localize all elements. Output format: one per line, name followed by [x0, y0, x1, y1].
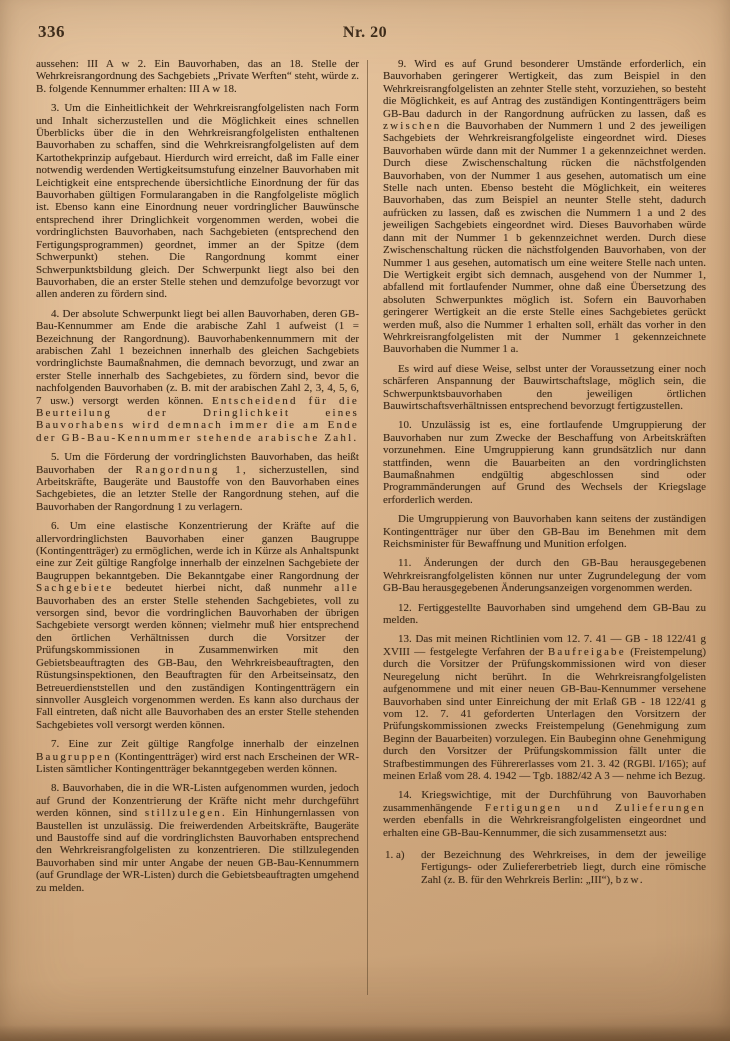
paragraph [383, 602, 706, 627]
spaced-emphasis-text: bzw. [615, 873, 645, 886]
numbered-list-item [383, 849, 706, 886]
text-segment: 3. Um die Einheitlichkeit der Wehrkreisrangfolgelisten nach Form und Inhalt sicherzustellen und die Möglichkeit eines schnellen Überblicks über die in den Wehrkreisrangfolgelisten enthaltenen Bauvorhaben zu schaffen, sind die Wehrkreisrangfolgelisten auf dem Kartothekprinzip aufgebaut. Hierdurch wird erreicht, daß im Falle einer notwendig werdenden Wertigkeitsumstufung einzelner Bauvorhaben mit Leichtigkeit eine entsprechende übersichtliche Einordnung der für das Bauvorhaben gültigen Formularangaben in die Rangfolgeliste möglich ist. Ebenso kann eine Einordnung neuer vordringlicher Bauwünsche entsprechend ihrer Dringlichkeit vorgenommen werden, wobei die vordringlichsten Bauvorhaben, nach Sachgebieten (entsprechend den Fertigungsprogrammen) geordnet, immer an der Spitze (dem Schwerpunkt) stehen. Die Rangordnung kommt einer Schwerpunktsbildung gleich. Der Schwerpunkt liegt also bei den Bauvorhaben, die an erster Stelle stehen und demzufolge bevorzugt vor allen anderen zu fördern sind. [36, 102, 359, 301]
paragraph [36, 520, 359, 731]
text-segment: 8. Bauvorhaben, die in die WR-Listen aufgenommen wurden, jedoch auf Grund der Konzentrierung der Kräfte nicht mehr durchgeführt werden können, sind [36, 782, 359, 820]
text-segment: . Ein Hinhungernlassen von Baustellen ist unzulässig. Die freiwerdenden Arbeitskräfte, Baugeräte und Baustoffe sind auf die vordringlichsten Bauvorhaben entsprechend den Wehrkreisrangfolgelisten zu konzentrieren. Die stillzulegenden Bauvorhaben sind mir unter Angabe der neuen GB-Bau-Kennummern (auf Grundlage der WR-Listen) durch die Gebietsbeauftragten umgehend zu melden. [36, 807, 360, 894]
paragraph [383, 363, 706, 413]
text-segment: 11. Änderungen der durch den GB-Bau herausgegebenen Wehrkreisrangfolgelisten können nur unter Zugrundelegung der vom GB-Bau herausgegebenen Änderungsanzeigen vorgenommen werden. [383, 557, 706, 595]
text-segment: Es wird auf diese Weise, selbst unter der Voraussetzung einer noch schärferen Anspannung der Bauwirtschaftslage, möglich sein, die Schwerpunktsbauvorhaben den jeweiligen örtlichen Bauwirtschaftsverhältnissen entsprechend bevorzugt fertigzustellen. [383, 362, 706, 412]
spaced-emphasis-text: Rangordnung 1 [135, 463, 243, 476]
paragraph [36, 102, 359, 301]
text-segment: (Kontingentträger) wird erst nach Erscheinen der WR-Listen sämtlicher Kontingentträger bekanntgegeben werden können. [36, 750, 359, 775]
paragraph [383, 58, 706, 356]
text-segment: 13. Das mit meinen Richtlinien vom 12. 7. 41 — GB - 18 122/41 g XVIII — festgelegte Verfahren der [383, 633, 706, 658]
text-segment: die Bauvorhaben der Nummern 1 und 2 des jeweiligen Sachgebiets der Wehrkreisrangfolgeliste eingeordnet wird. Dieses Bauvorhaben würde dann mit der Nummer 1 a gekennzeichnet werden. Durch diese Zwischenschaltung rücken die nächstfolgenden Bauvorhaben, von der Nummer 1 aus gesehen, automatisch um eine Stelle nach unten. Ebenso besteht die Möglichkeit, ein weiteres Bauvorhaben, das zum Beispiel an neunter Stelle steht, dadurch aufrücken zu lassen, daß es zwischen die Nummern 1 a und 2 des jeweiligen Sachgebiets eingeordnet wird. Dieses Bauvorhaben würde dann mit der Nummer 1 b gekennzeichnet werden. Durch diese Zwischenschaltung rücken die nächstfolgenden Bauvorhaben, von der Nummer 1 aus gesehen, automatisch um eine weitere Stelle nach unten. Die Wertigkeit ergibt sich demnach, ausgehend von der Nummer 1, abfallend mit fortlaufender Nummer, ohne daß eine Übersetzung des absoluten Schwerpunktes möglich ist. Sofern ein Bauvorhaben geringerer Wertigkeit an die erste Stelle eines Sachgebietes gerückt werden muß, also die Nummer 1 erhalten soll, erhält das vorher in den Wehrkreisrangfolgelisten mit der Nummer 1 gekennzeichnete Bauvorhaben die Nummer 1 a. [383, 120, 706, 356]
paragraph [36, 738, 359, 775]
paragraph [383, 633, 706, 782]
text-segment: 10. Unzulässig ist es, eine fortlaufende Umgruppierung der Bauvorhaben nur zum Zwecke der Beschaffung von Arbeitskräften vorzunehmen. Eine Umgruppierung kann grundsätzlich nur dann stattfinden, wenn die Bauarbeiten an den vordringlichsten Baumaßnahmen endgültig abgeschlossen sind oder Programmänderungen auf Grund des Wechsels der Kriegslage erforderlich werden. [383, 419, 706, 506]
spaced-emphasis-text: Fertigungen und Zulieferungen [484, 801, 707, 814]
paragraph [36, 308, 359, 444]
paragraph [383, 789, 706, 839]
text-segment: aussehen: III A w 2. Ein Bauvorhaben, das an 18. Stelle der Wehrkreisrangordnung des Sachgebiets „Private Werften“ steht, würde z. B. folgende Kennummer erhalten: III A w 18. [36, 58, 359, 95]
paragraph [383, 557, 706, 594]
spaced-emphasis-text: Baufreigabe [547, 645, 626, 658]
paragraph [383, 419, 706, 506]
text-segment: werden ebenfalls in die Wehrkreisrangfolgelisten eingeordnet und erhalten eine GB-Bau-Kennummer, die sich zusammensetzt aus: [383, 814, 706, 839]
spaced-emphasis-text: Baugruppen [36, 750, 112, 763]
text-segment: 6. Um eine elastische Konzentrierung der Kräfte auf die allervordringlichsten Bauvorhaben einer ganzen Baugruppe (Kontingentträger) zu ermöglichen, werde ich in Kürze als Anhaltspunkt eine zur Zeit gültige Rangfolge innerhalb der einzelnen Sachgebiete der Baugruppen bekanntgeben. Die Bekanntgabe einer Rangordnung der [36, 520, 359, 582]
two-column-body [36, 58, 706, 901]
page-bottom-shadow [0, 1025, 730, 1041]
text-segment: Die Umgruppierung von Bauvorhaben kann seitens der zuständigen Kontingentträger nur über den GB-Bau im Benehmen mit dem Reichsminister für Bewaffnung und Munition erfolgen. [383, 513, 706, 551]
page-header [0, 20, 730, 46]
text-segment: 9. Wird es auf Grund besonderer Umstände erforderlich, ein Bauvorhaben geringerer Wertigkeit, das zum Beispiel in den Wehrkreisrangfolgelisten an zehnter Stelle steht, vorzuziehen, so besteht die Möglichkeit, es auf Antrag des zuständigen Kontingentträgers beim GB-Bau dadurch in der Rangordnung aufrücken zu lassen, daß es [383, 58, 706, 120]
text-segment: 14. Kriegswichtige, mit der Durchführung von Bauvorhaben zusammenhängende [383, 789, 706, 814]
paragraph [36, 782, 359, 894]
spaced-emphasis-text: stillzulegen [144, 807, 222, 820]
left-column [36, 58, 359, 901]
spaced-emphasis-text: Entscheidend für die Beurteilung der Dringlichkeit eines Bauvorhabens wird demnach immer die am Ende der GB-Bau-Kennummer stehende arabische Zahl. [36, 394, 359, 444]
page-number: 336 [38, 22, 65, 41]
spaced-emphasis-text: alle [334, 582, 359, 595]
text-segment: 12. Fertiggestellte Bauvorhaben sind umgehend dem GB-Bau zu melden. [383, 601, 706, 627]
text-segment: der Bezeichnung des Wehrkreises, in dem der jeweilige Fertigungs- oder Zuliefererbetrieb liegt, durch eine römische Zahl (z. B. für den Wehrkreis Berlin: „III“), [421, 848, 706, 886]
paragraph [383, 513, 706, 550]
right-column [383, 58, 706, 901]
text-segment: 5. Um die Förderung der vordringlichsten Bauvorhaben, das heißt Bauvorhaben der [36, 451, 359, 476]
text-segment: , sicherzustellen, sind Arbeitskräfte, Baugeräte und Baustoffe von den Bauvorhaben eines Sachgebietes, die an letzter Stelle der Rangordnung stehen, auf die Bauvorhaben der Rangordnung 1 zu verlagern. [36, 463, 359, 513]
text-segment: bedeutet hierbei nicht, daß nunmehr [113, 582, 335, 595]
text-segment: (Freistempelung) durch die Vorsitzer der Prüfungskommissionen wird von dieser Neuregelung nicht berührt. In die Wehrkreisrangfolgelisten aufgenommene und mit einer neuen GB-Bau-Kennummer versehene Bauvorhaben sind unter Einreichung der mit Erlaß GB - 18 122/41 g vom 12. 7. 41 geforderten Unterlagen den Vorsitzern der Prüfungskommissionen zwecks Freistempelung (Genehmigung zum Beginn der Bauarbeiten) vorzulegen. Ein Baubeginn ohne Genehmigung durch den Vorsitzer der Prüfungskommission fällt unter die Strafbestimmungen des Führererlasses vom 21. 3. 42 (RGBl. I/165); auf meinen Erlaß vom 28. 4. 1942 — Tgb. 1882/42 A 3 — nehme ich Bezug. [383, 645, 706, 782]
paragraph [36, 451, 359, 513]
list-marker: 1. a) [385, 848, 405, 861]
text-segment: 4. Der absolute Schwerpunkt liegt bei allen Bauvorhaben, deren GB-Bau-Kennummer am Ende die arabische Zahl 1 aufweist (1 = Bezeichnung der Rangordnung). Bauvorhabenkennummern mit der arabischen Zahl 1 bezeichnen innerhalb des gleichen Sachgebiets vordringlichste Baumaßnahmen, die demnach bevorzugt, und zwar an erster Stelle innerhalb des Sachgebietes, zu fördern sind, bevor die nachfolgenden Bauvorhaben (z. B. mit der arabischen Zahl 2, 3, 4, 5, 6, 7 usw.) versorgt werden können. [36, 307, 359, 407]
spaced-emphasis-text: Sachgebiete [36, 582, 114, 595]
paragraph [36, 58, 359, 95]
spaced-emphasis-text: zwischen [383, 120, 442, 133]
list-text [417, 849, 706, 886]
text-segment: 7. Eine zur Zeit gültige Rangfolge innerhalb der einzelnen [51, 738, 359, 751]
text-segment: Bauvorhaben des an erster Stelle stehenden Sachgebietes, voll zu versorgen sind, bevor die vordringlichen Bauvorhaben der übrigen Sachgebiete versorgt werden können; vielmehr muß hier entsprechend den örtlichen Verhältnissen durch die Vorsitzer der Prüfungskommissionen in Zusammenwirken mit den Gebietsbeauftragten des GB-Bau, den Wehrkreisbeauftragten, den Rüstungsinspektionen, den Beauftragten für den Arbeitseinsatz, den Betreuerdienststellen und den zuständigen Kontingentträgern ein sinnvoller Ausgleich vorgenommen werden. Es kann also durchaus der Fall eintreten, daß nicht alle Bauvorhaben des an erster Stelle stehenden Sachgebietes voll versorgt werden können. [36, 594, 359, 731]
issue-number: Nr. 20 [342, 24, 388, 41]
